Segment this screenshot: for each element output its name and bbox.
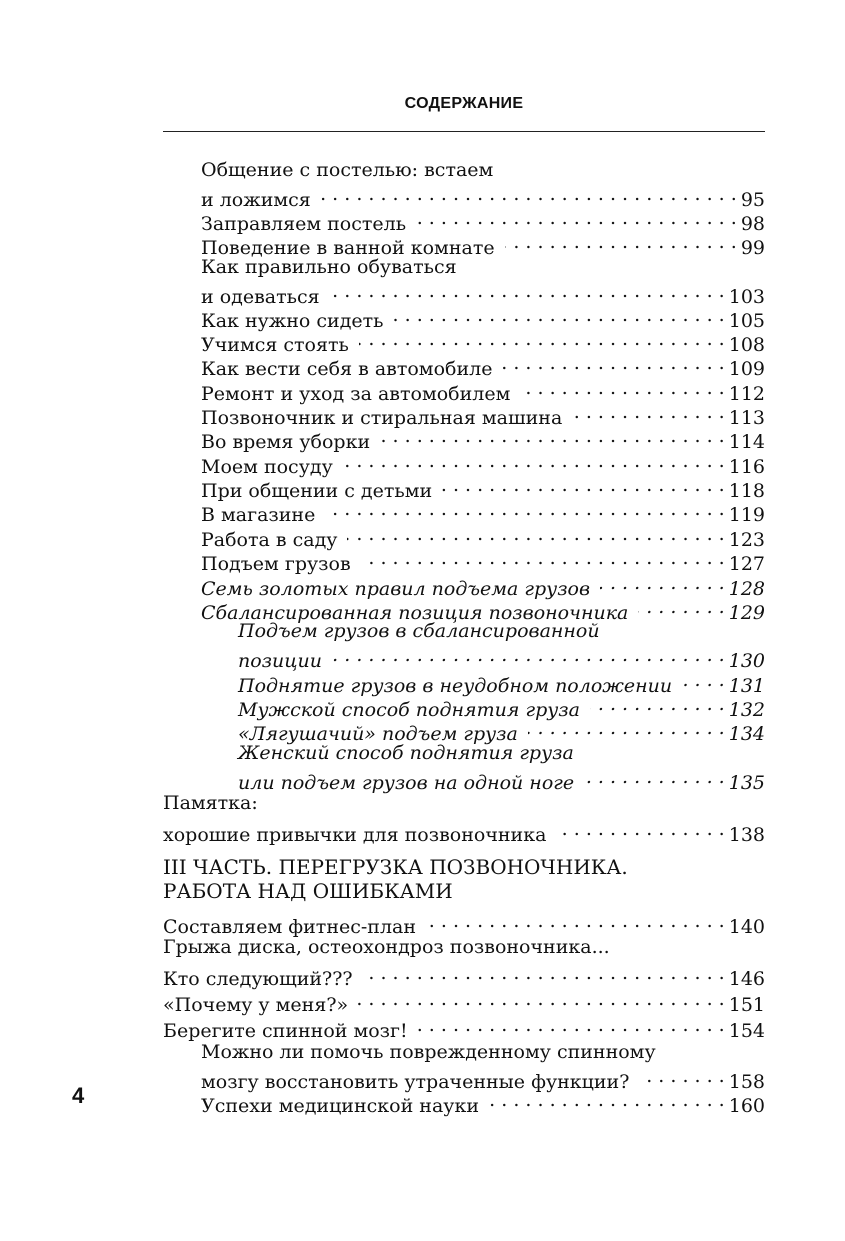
toc-entry-title: Грыжа диска, остеохондроз позвоночника... bbox=[163, 936, 610, 958]
toc-entry-title: Берегите спинной мозг! bbox=[163, 1020, 408, 1042]
dot-leader bbox=[505, 230, 737, 254]
toc-entry-page: 119 bbox=[728, 504, 765, 526]
toc-entry[interactable] bbox=[163, 935, 765, 959]
toc-entry[interactable] bbox=[238, 741, 765, 795]
dot-leader bbox=[572, 400, 724, 424]
toc-entry-page: 113 bbox=[728, 407, 765, 429]
toc-entry-title: и одеваться bbox=[201, 286, 320, 308]
toc-entry-page: 105 bbox=[728, 310, 765, 332]
dot-leader bbox=[590, 692, 725, 716]
part-heading-line: III ЧАСТЬ. ПЕРЕГРУЗКА ПОЗВОНОЧНИКА. bbox=[163, 855, 628, 879]
toc-entry[interactable] bbox=[201, 1040, 765, 1094]
dot-leader bbox=[584, 765, 725, 789]
page-number: 4 bbox=[72, 1083, 85, 1108]
part-heading-line: РАБОТА НАД ОШИБКАМИ bbox=[163, 879, 453, 903]
dot-leader bbox=[394, 303, 725, 327]
toc-entry-title: Ремонт и уход за автомобилем bbox=[201, 383, 511, 405]
toc-entry-page: 103 bbox=[728, 286, 765, 308]
toc-entry-page: 134 bbox=[728, 723, 765, 745]
toc-entry-first-line: Подъем грузов в сбалансированной bbox=[238, 620, 600, 642]
toc-entry-page: 160 bbox=[728, 1095, 765, 1117]
header-rule bbox=[163, 131, 765, 132]
toc-entry[interactable] bbox=[163, 791, 765, 847]
dot-leader bbox=[489, 1088, 725, 1112]
dot-leader bbox=[502, 351, 724, 375]
toc-entry-first-line: Памятка: bbox=[163, 792, 258, 814]
toc-entry-title: Работа в саду bbox=[201, 529, 338, 551]
toc-entry-page: 154 bbox=[728, 1020, 765, 1042]
toc-entry-page: 99 bbox=[740, 237, 765, 259]
toc-entry-first-line: Можно ли помочь поврежденному спинному bbox=[201, 1041, 656, 1063]
dot-leader bbox=[343, 449, 725, 473]
toc-entry-title: Мужской способ поднятия груза bbox=[238, 699, 580, 721]
toc-entry-page: 135 bbox=[728, 772, 765, 794]
toc-entry-page: 130 bbox=[728, 650, 765, 672]
toc-entry-title: позиции bbox=[238, 650, 323, 672]
dot-leader bbox=[600, 571, 725, 595]
toc-entry-title: Кто следующий??? bbox=[163, 968, 353, 990]
section-header: СОДЕРЖАНИЕ bbox=[404, 95, 524, 112]
toc-entry-page: 132 bbox=[728, 699, 765, 721]
toc-entry-page: 118 bbox=[728, 480, 765, 502]
dot-leader bbox=[363, 961, 725, 985]
toc-entry-title: Как вести себя в автомобиле bbox=[201, 358, 493, 380]
toc-entry-page: 138 bbox=[728, 824, 765, 846]
dot-leader bbox=[361, 546, 725, 570]
toc-entry-title: Составляем фитнес-план bbox=[163, 916, 417, 938]
toc-entry-page: 146 bbox=[728, 968, 765, 990]
toc-entry-title: хорошие привычки для позвоночника bbox=[163, 824, 547, 846]
dot-leader bbox=[639, 1064, 724, 1088]
toc-entry-page: 109 bbox=[728, 358, 765, 380]
dot-leader bbox=[358, 987, 725, 1011]
toc-entry-title: или подъем грузов на одной ноге bbox=[238, 772, 575, 794]
dot-leader bbox=[347, 522, 724, 546]
toc-entry-page: 108 bbox=[728, 334, 765, 356]
toc-entry-title: Позвоночник и стиральная машина bbox=[201, 407, 563, 429]
toc-entry-title: Поведение в ванной комнате bbox=[201, 237, 495, 259]
toc-entry-title: Поднятие грузов в неудобном положении bbox=[238, 675, 673, 697]
dot-leader bbox=[426, 909, 725, 933]
dot-leader bbox=[520, 376, 724, 400]
toc-entry-title: Во время уборки bbox=[201, 431, 371, 453]
toc-entry[interactable] bbox=[238, 619, 765, 673]
dot-leader bbox=[418, 1013, 725, 1037]
toc-entry-page: 129 bbox=[728, 602, 765, 624]
toc-entry-first-line: Женский способ поднятия груза bbox=[238, 742, 574, 764]
dot-leader bbox=[359, 327, 725, 351]
toc-entry-title: При общении с детьми bbox=[201, 480, 433, 502]
toc-entry-title: В магазине bbox=[201, 504, 316, 526]
toc-entry[interactable] bbox=[201, 1088, 765, 1118]
dot-leader bbox=[416, 206, 737, 230]
toc-entry-page: 98 bbox=[740, 213, 765, 235]
dot-leader bbox=[528, 716, 725, 740]
toc-entry-title: «Лягушачий» подъем груза bbox=[238, 723, 518, 745]
toc-entry-page: 131 bbox=[728, 675, 765, 697]
toc-entry-page: 151 bbox=[728, 994, 765, 1016]
dot-leader bbox=[556, 817, 724, 841]
toc-entry-page: 114 bbox=[728, 431, 765, 453]
toc-entry-page: 128 bbox=[728, 578, 765, 600]
toc-entry-title: Успехи медицинской науки bbox=[201, 1095, 479, 1117]
toc-entry-page: 127 bbox=[728, 553, 765, 575]
toc-entry-title: Учимся стоять bbox=[201, 334, 349, 356]
toc-entry-page: 116 bbox=[728, 456, 765, 478]
toc-entry-page: 95 bbox=[740, 189, 765, 211]
toc-entry-first-line: Общение с постелью: встаем bbox=[201, 159, 494, 181]
toc-entry-page: 112 bbox=[728, 383, 765, 405]
toc-entry-title: Сбалансированная позиция позвоночника bbox=[201, 602, 629, 624]
toc-entry-page: 140 bbox=[728, 916, 765, 938]
dot-leader bbox=[442, 473, 725, 497]
dot-leader bbox=[380, 424, 725, 448]
toc-entry-title: Моем посуду bbox=[201, 456, 333, 478]
dot-leader bbox=[330, 279, 725, 303]
toc-entry-page: 123 bbox=[728, 529, 765, 551]
toc-entry-title: «Почему у меня?» bbox=[163, 994, 349, 1016]
dot-leader bbox=[321, 182, 737, 206]
toc-entry-title: Как нужно сидеть bbox=[201, 310, 384, 332]
toc-entry-title: Подъем грузов bbox=[201, 553, 351, 575]
toc-entry[interactable] bbox=[201, 158, 765, 212]
dot-leader bbox=[638, 595, 724, 619]
dot-leader bbox=[682, 668, 725, 692]
toc-entry-title: Семь золотых правил подъема грузов bbox=[201, 578, 591, 600]
part-heading bbox=[163, 855, 765, 903]
toc-entry-first-line: Как правильно обуваться bbox=[201, 256, 457, 278]
toc-entry-title: и ложимся bbox=[201, 189, 311, 211]
toc-entry-title: Заправляем постель bbox=[201, 213, 407, 235]
toc-entry[interactable] bbox=[201, 255, 765, 309]
toc-entry-title: мозгу восстановить утраченные функции? bbox=[201, 1071, 630, 1093]
dot-leader bbox=[325, 497, 724, 521]
dot-leader bbox=[332, 643, 725, 667]
toc-entry-page: 158 bbox=[728, 1071, 765, 1093]
toc-entry[interactable] bbox=[163, 1013, 765, 1043]
